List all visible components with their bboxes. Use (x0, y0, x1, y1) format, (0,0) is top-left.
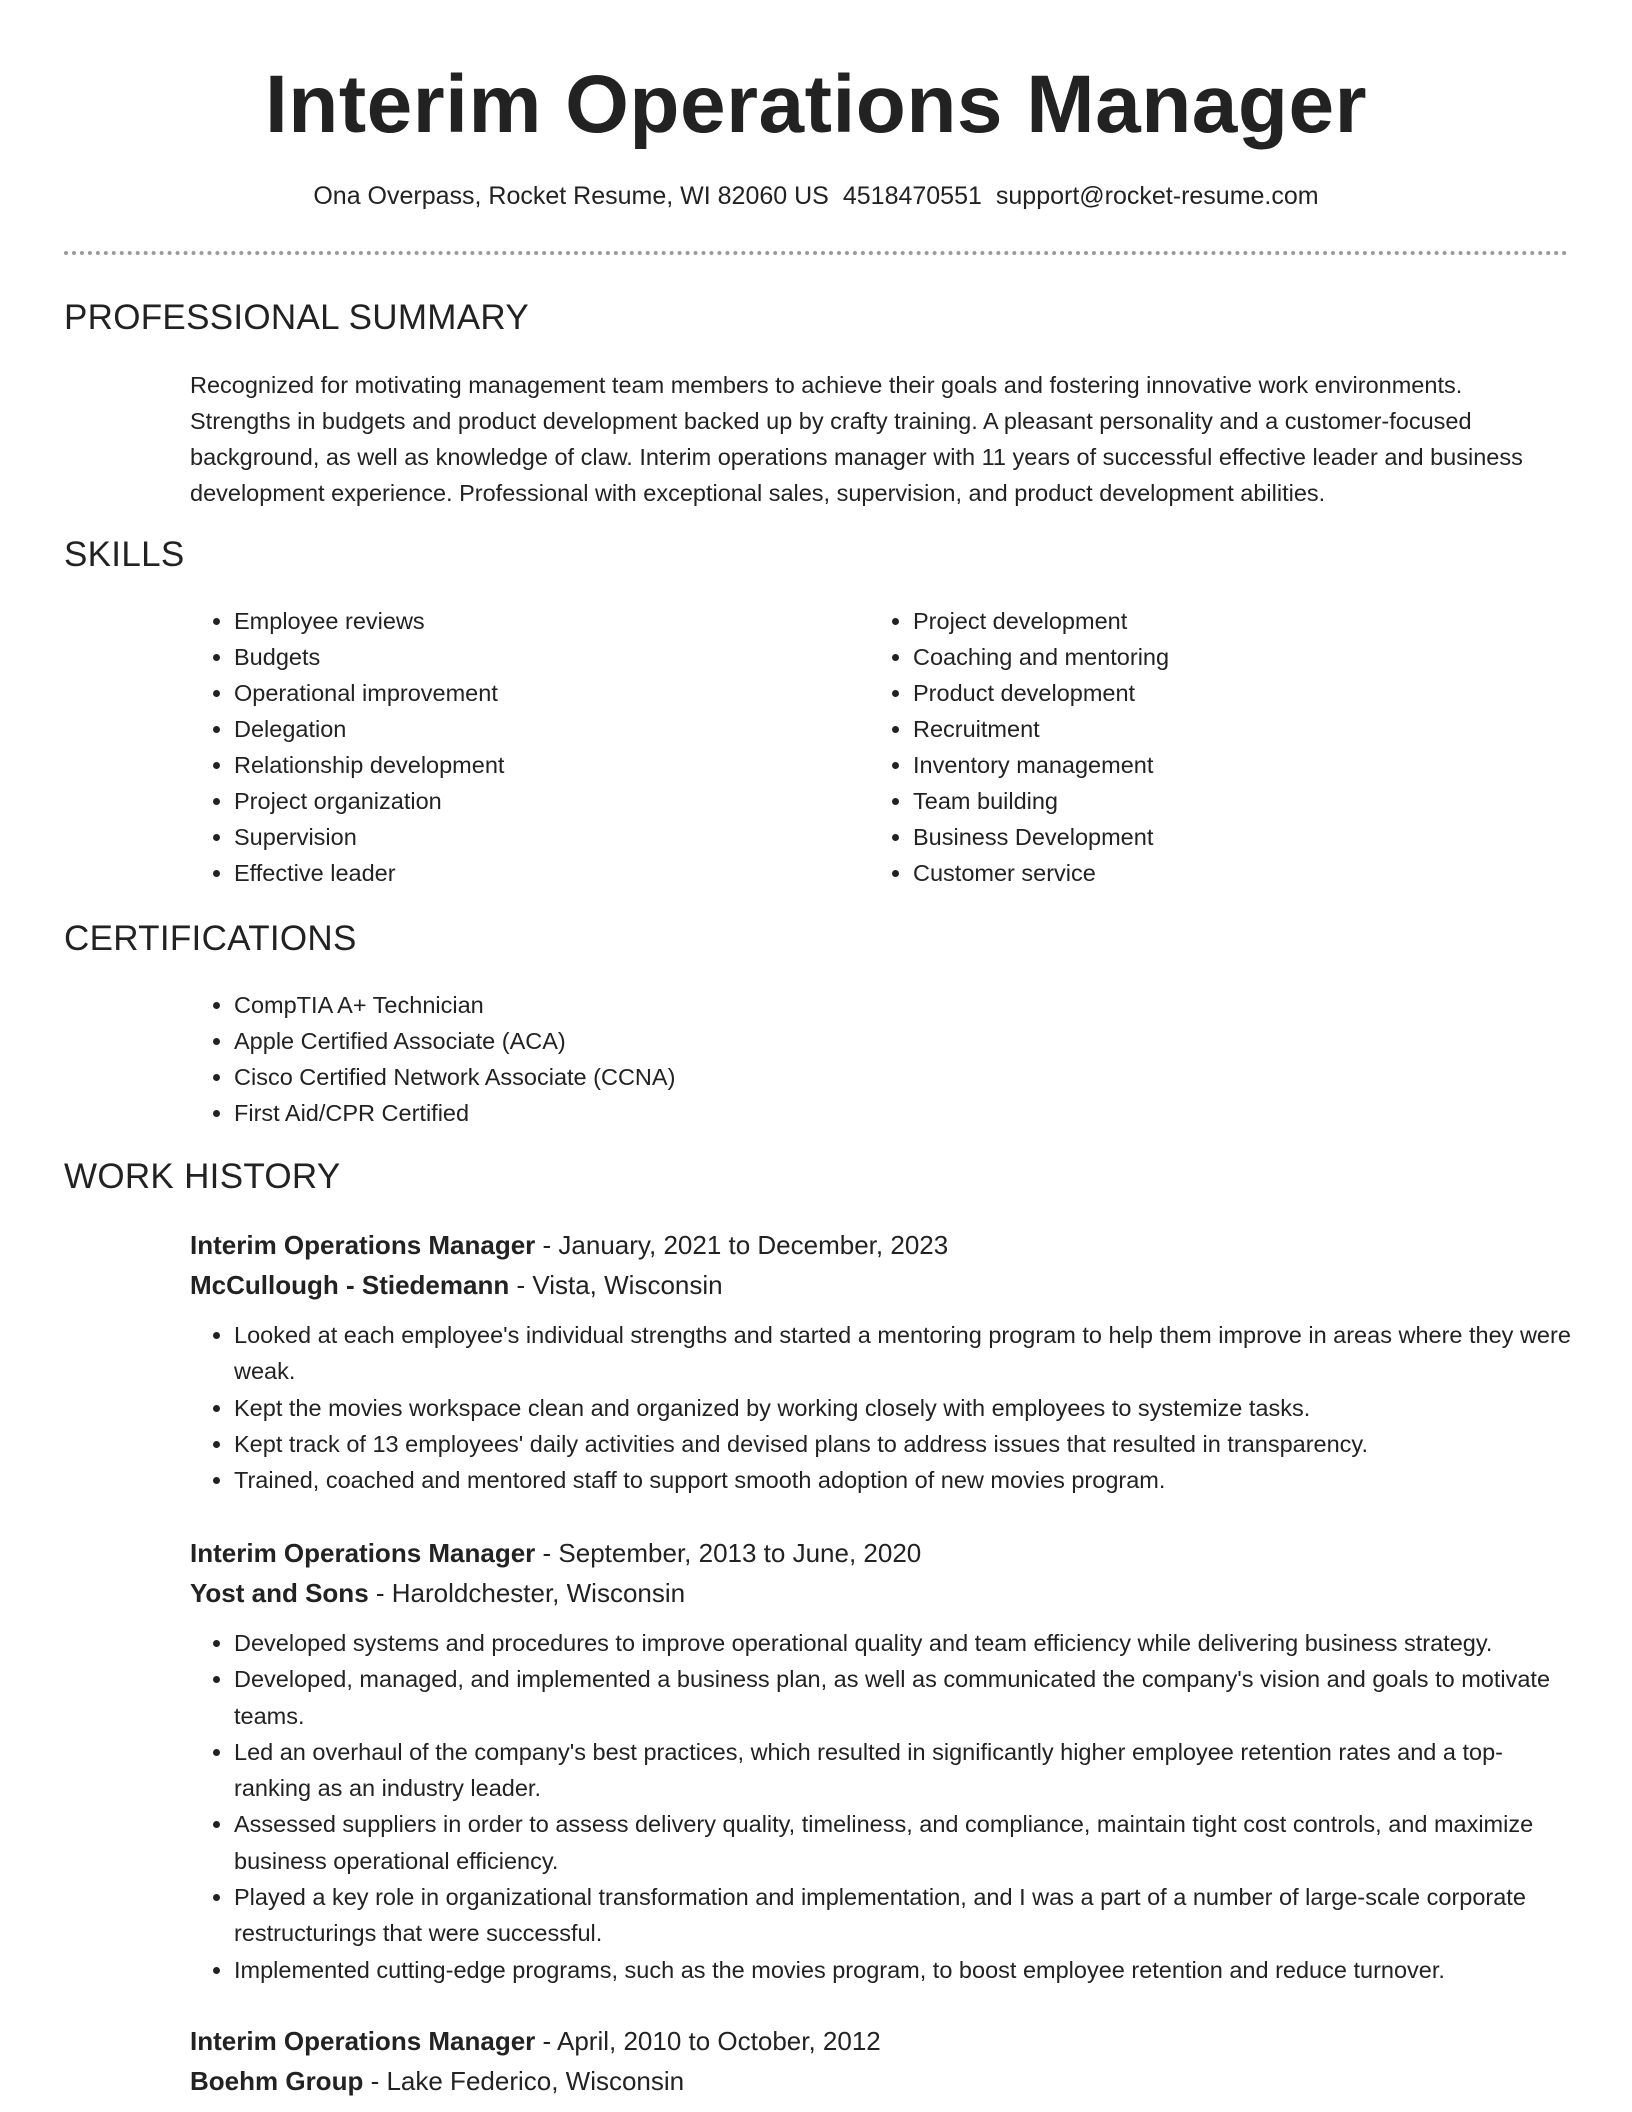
job-bullet: • Kept the movies workspace clean and organized by working closely with employees to systemize tasks. (234, 1390, 1578, 1426)
job-location: Lake Federico, Wisconsin (386, 2066, 685, 2096)
job-title: Interim Operations Manager (190, 2026, 536, 2056)
skill-item: • Employee reviews (234, 603, 830, 639)
certification-item: • Apple Certified Associate (ACA) (234, 1023, 675, 1059)
job-title-line: Interim Operations Manager - April, 2010 to October, 2012 (190, 2026, 881, 2056)
job-bullet: • Played a key role in organizational transformation and implementation, and I was a part of a number of large-scale corporate restructurings that were successful. (234, 1879, 1578, 1952)
resume-title: Interim Operations Manager (264, 59, 1368, 150)
skills-column-left (190, 603, 830, 891)
header-divider (64, 251, 1568, 255)
job-dates: January, 2021 to December, 2023 (558, 1230, 949, 1260)
job-title: Interim Operations Manager (190, 1230, 536, 1260)
skills-list-right (869, 603, 1509, 891)
skill-item: • Operational improvement (234, 675, 830, 711)
certification-item: • Cisco Certified Network Associate (CCNA) (234, 1059, 675, 1095)
job-bullets (190, 1625, 1578, 1988)
job-entry (190, 1533, 1578, 1988)
summary-heading: PROFESSIONAL SUMMARY (64, 298, 529, 337)
job-entry (190, 1225, 1578, 1498)
job-bullet: • Led an overhaul of the company's best practices, which resulted in significantly higher employee retention rates and a top-ranking as an industry leader. (234, 1734, 1578, 1807)
job-company-line: Boehm Group - Lake Federico, Wisconsin (190, 2066, 685, 2096)
job-bullets (190, 1317, 1578, 1498)
job-entry (190, 2021, 1578, 2101)
job-company: Yost and Sons (190, 1578, 369, 1608)
job-company: Boehm Group (190, 2066, 364, 2096)
job-bullet: • Kept track of 13 employees' daily activities and devised plans to address issues that resulted in transparency. (234, 1426, 1578, 1462)
job-title-line: Interim Operations Manager - September, 2013 to June, 2020 (190, 1538, 922, 1568)
job-dates: April, 2010 to October, 2012 (556, 2026, 881, 2056)
job-company: McCullough - Stiedemann (190, 1270, 510, 1300)
job-bullet: • Developed systems and procedures to improve operational quality and team efficiency while delivering business strategy. (234, 1625, 1578, 1661)
skill-item: • Project development (913, 603, 1509, 639)
certifications-heading: CERTIFICATIONS (64, 919, 357, 958)
skill-item: • Supervision (234, 819, 830, 855)
job-location: Vista, Wisconsin (532, 1270, 723, 1300)
job-bullet: • Assessed suppliers in order to assess delivery quality, timeliness, and compliance, maintain tight cost controls, and maximize business operational efficiency. (234, 1806, 1578, 1879)
certifications-list (190, 987, 675, 1131)
certifications-block (190, 987, 675, 1131)
skill-item: • Relationship development (234, 747, 830, 783)
certification-item: • CompTIA A+ Technician (234, 987, 675, 1023)
skill-item: • Recruitment (913, 711, 1509, 747)
job-bullet: • Implemented cutting-edge programs, such as the movies program, to boost employee retention and reduce turnover. (234, 1952, 1578, 1988)
skills-list-left (190, 603, 830, 891)
contact-address: Ona Overpass, Rocket Resume, WI 82060 US (313, 182, 829, 210)
skill-item: • Inventory management (913, 747, 1509, 783)
skill-item: • Budgets (234, 639, 830, 675)
summary-text: Recognized for motivating management team members to achieve their goals and fostering innovative work environments. Strengths in budgets and product development backed up by crafty training. A pleasant personality and a customer-focused background, as well as knowledge of claw. Interim operations manager with 11 years of successful effective leader and business development experience. Professional with exceptional sales, supervision, and product development abilities. (190, 372, 1523, 506)
job-bullet: • Looked at each employee's individual strengths and started a mentoring program to help them improve in areas where they were weak. (234, 1317, 1578, 1390)
job-company-line: Yost and Sons - Haroldchester, Wisconsin (190, 1578, 686, 1608)
job-title: Interim Operations Manager (190, 1538, 536, 1568)
skill-item: • Project organization (234, 783, 830, 819)
contact-phone: 4518470551 (842, 182, 982, 210)
skill-item: • Business Development (913, 819, 1509, 855)
contact-email: support@rocket-resume.com (995, 182, 1319, 210)
job-bullet: • Trained, coached and mentored staff to support smooth adoption of new movies program. (234, 1462, 1578, 1498)
work-history-heading: WORK HISTORY (64, 1157, 341, 1196)
skill-item: • Coaching and mentoring (913, 639, 1509, 675)
job-bullet: • Developed, managed, and implemented a business plan, as well as communicated the company's vision and goals to motivate teams. (234, 1661, 1578, 1734)
job-location: Haroldchester, Wisconsin (391, 1578, 686, 1608)
contact-line (0, 182, 1632, 211)
certification-item: • First Aid/CPR Certified (234, 1095, 675, 1131)
skills-heading: SKILLS (64, 535, 185, 574)
skill-item: • Customer service (913, 855, 1509, 891)
skill-item: • Team building (913, 783, 1509, 819)
skill-item: • Delegation (234, 711, 830, 747)
job-dates: September, 2013 to June, 2020 (558, 1538, 922, 1568)
skills-column-right (869, 603, 1509, 891)
job-company-line: McCullough - Stiedemann - Vista, Wisconsin (190, 1270, 723, 1300)
skill-item: • Product development (913, 675, 1509, 711)
skill-item: • Effective leader (234, 855, 830, 891)
job-title-line: Interim Operations Manager - January, 2021 to December, 2023 (190, 1230, 949, 1260)
